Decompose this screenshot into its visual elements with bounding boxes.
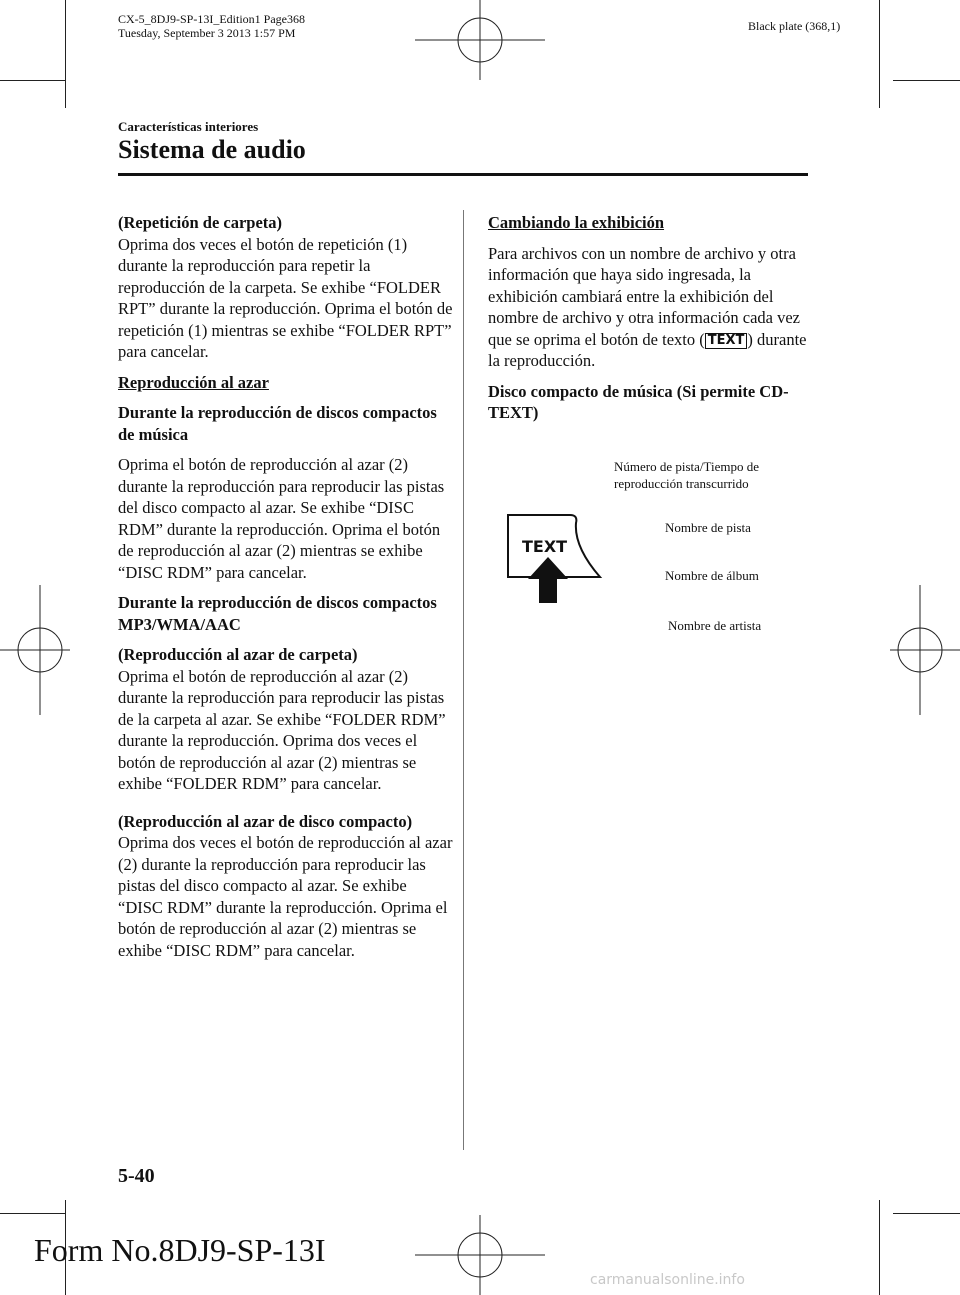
body-text: Oprima el botón de reproducción al azar (2) durante la reproducción para reproducir las pistas de la carpeta al azar. Se exhibe “FOLDER RDM” durante la reproducción. Oprima dos veces el botón de reproducción al azar (2) mientras se exhibe “FOLDER RDM” para cancelar. — [118, 666, 446, 793]
paragraph — [488, 243, 818, 372]
text-button-glyph: TEXT — [705, 333, 748, 349]
body-text: Oprima el botón de reproducción al azar (2) durante la reproducción para reproducir las pistas del disco compacto al azar. Se exhibe “DISC RDM” durante la reproducción. Oprima el botón de reproducción al azar (2) mientras se exhibe “DISC RDM” para cancelar. — [118, 455, 445, 582]
text-button-diagram — [488, 452, 818, 642]
text-button-label: TEXT — [522, 537, 568, 556]
body-text: ) durante la reproducción. — [488, 329, 807, 370]
right-column — [488, 212, 818, 433]
plate-label: Black plate (368,1) — [748, 19, 841, 33]
subheading: Durante la reproducción de discos compactos MP3/WMA/AAC — [118, 593, 437, 634]
subheading: (Reproducción al azar de disco compacto) — [118, 811, 413, 831]
heading-change-display: Cambiando la exhibición — [488, 213, 665, 232]
page-title: Sistema de audio — [118, 135, 306, 164]
subheading: (Reproducción al azar de carpeta) — [118, 645, 358, 664]
crop-mark — [0, 80, 66, 81]
diagram-label: Nombre de álbum — [665, 568, 759, 583]
subheading: Disco compacto de música (Si permite CD-TEXT) — [488, 381, 789, 422]
print-header — [118, 12, 305, 40]
diagram-label: Nombre de artista — [668, 618, 762, 633]
crop-mark — [893, 1213, 960, 1214]
body-text: Oprima dos veces el botón de reproducción al azar (2) durante la reproducción para reproducir las pistas del disco compacto al azar. Se exhibe “DISC RDM” durante la reproducción. Oprima el botón de reproducción al azar (2) mientras se exhibe “DISC RDM” para cancelar. — [118, 833, 453, 960]
column-divider — [463, 210, 464, 1150]
text-button-illustration — [488, 507, 613, 607]
registration-mark-bottom — [415, 1215, 545, 1295]
page-number: 5-40 — [118, 1165, 155, 1187]
body-text: Oprima dos veces el botón de repetición (1) durante la reproducción para repetir la reproducción de la carpeta. Se exhibe “FOLDER RPT” durante la reproducción. Oprima el botón de repetición (1) mientras se exhibe “FOLDER RPT” para cancelar. — [118, 234, 453, 361]
section-label: Características interiores — [118, 119, 259, 134]
print-date-line: Tuesday, September 3 2013 1:57 PM — [118, 26, 296, 40]
paragraph — [118, 644, 453, 795]
crop-mark — [879, 1200, 880, 1295]
registration-mark-top — [415, 0, 545, 80]
subheading: (Repetición de carpeta) — [118, 213, 283, 232]
title-rule — [118, 173, 808, 176]
paragraph — [118, 212, 453, 363]
registration-mark-right — [890, 585, 960, 715]
diagram-label: Número de pista/Tiempo de reproducción transcurrido — [614, 459, 760, 491]
body-text: Para archivos con un nombre de archivo y otra información que haya sido ingresada, la exhibición cambiará entre la exhibición del nombre de archivo y otra información cada vez que se oprima el botón de texto ( — [488, 243, 800, 349]
print-file-line: CX-5_8DJ9-SP-13I_Edition1 Page368 — [118, 12, 305, 26]
subheading: Durante la reproducción de discos compactos de música — [118, 403, 437, 444]
registration-mark-left — [0, 585, 70, 715]
form-number: Form No.8DJ9-SP-13I — [34, 1232, 326, 1268]
crop-mark — [879, 0, 880, 108]
watermark: carmanualsonline.info — [590, 1272, 745, 1288]
crop-mark — [65, 0, 66, 108]
crop-mark — [0, 1213, 66, 1214]
diagram-label: Nombre de pista — [665, 520, 751, 535]
crop-mark — [893, 80, 960, 81]
paragraph — [118, 811, 453, 962]
heading-random-play: Reproducción al azar — [118, 372, 269, 392]
left-column — [118, 212, 453, 970]
